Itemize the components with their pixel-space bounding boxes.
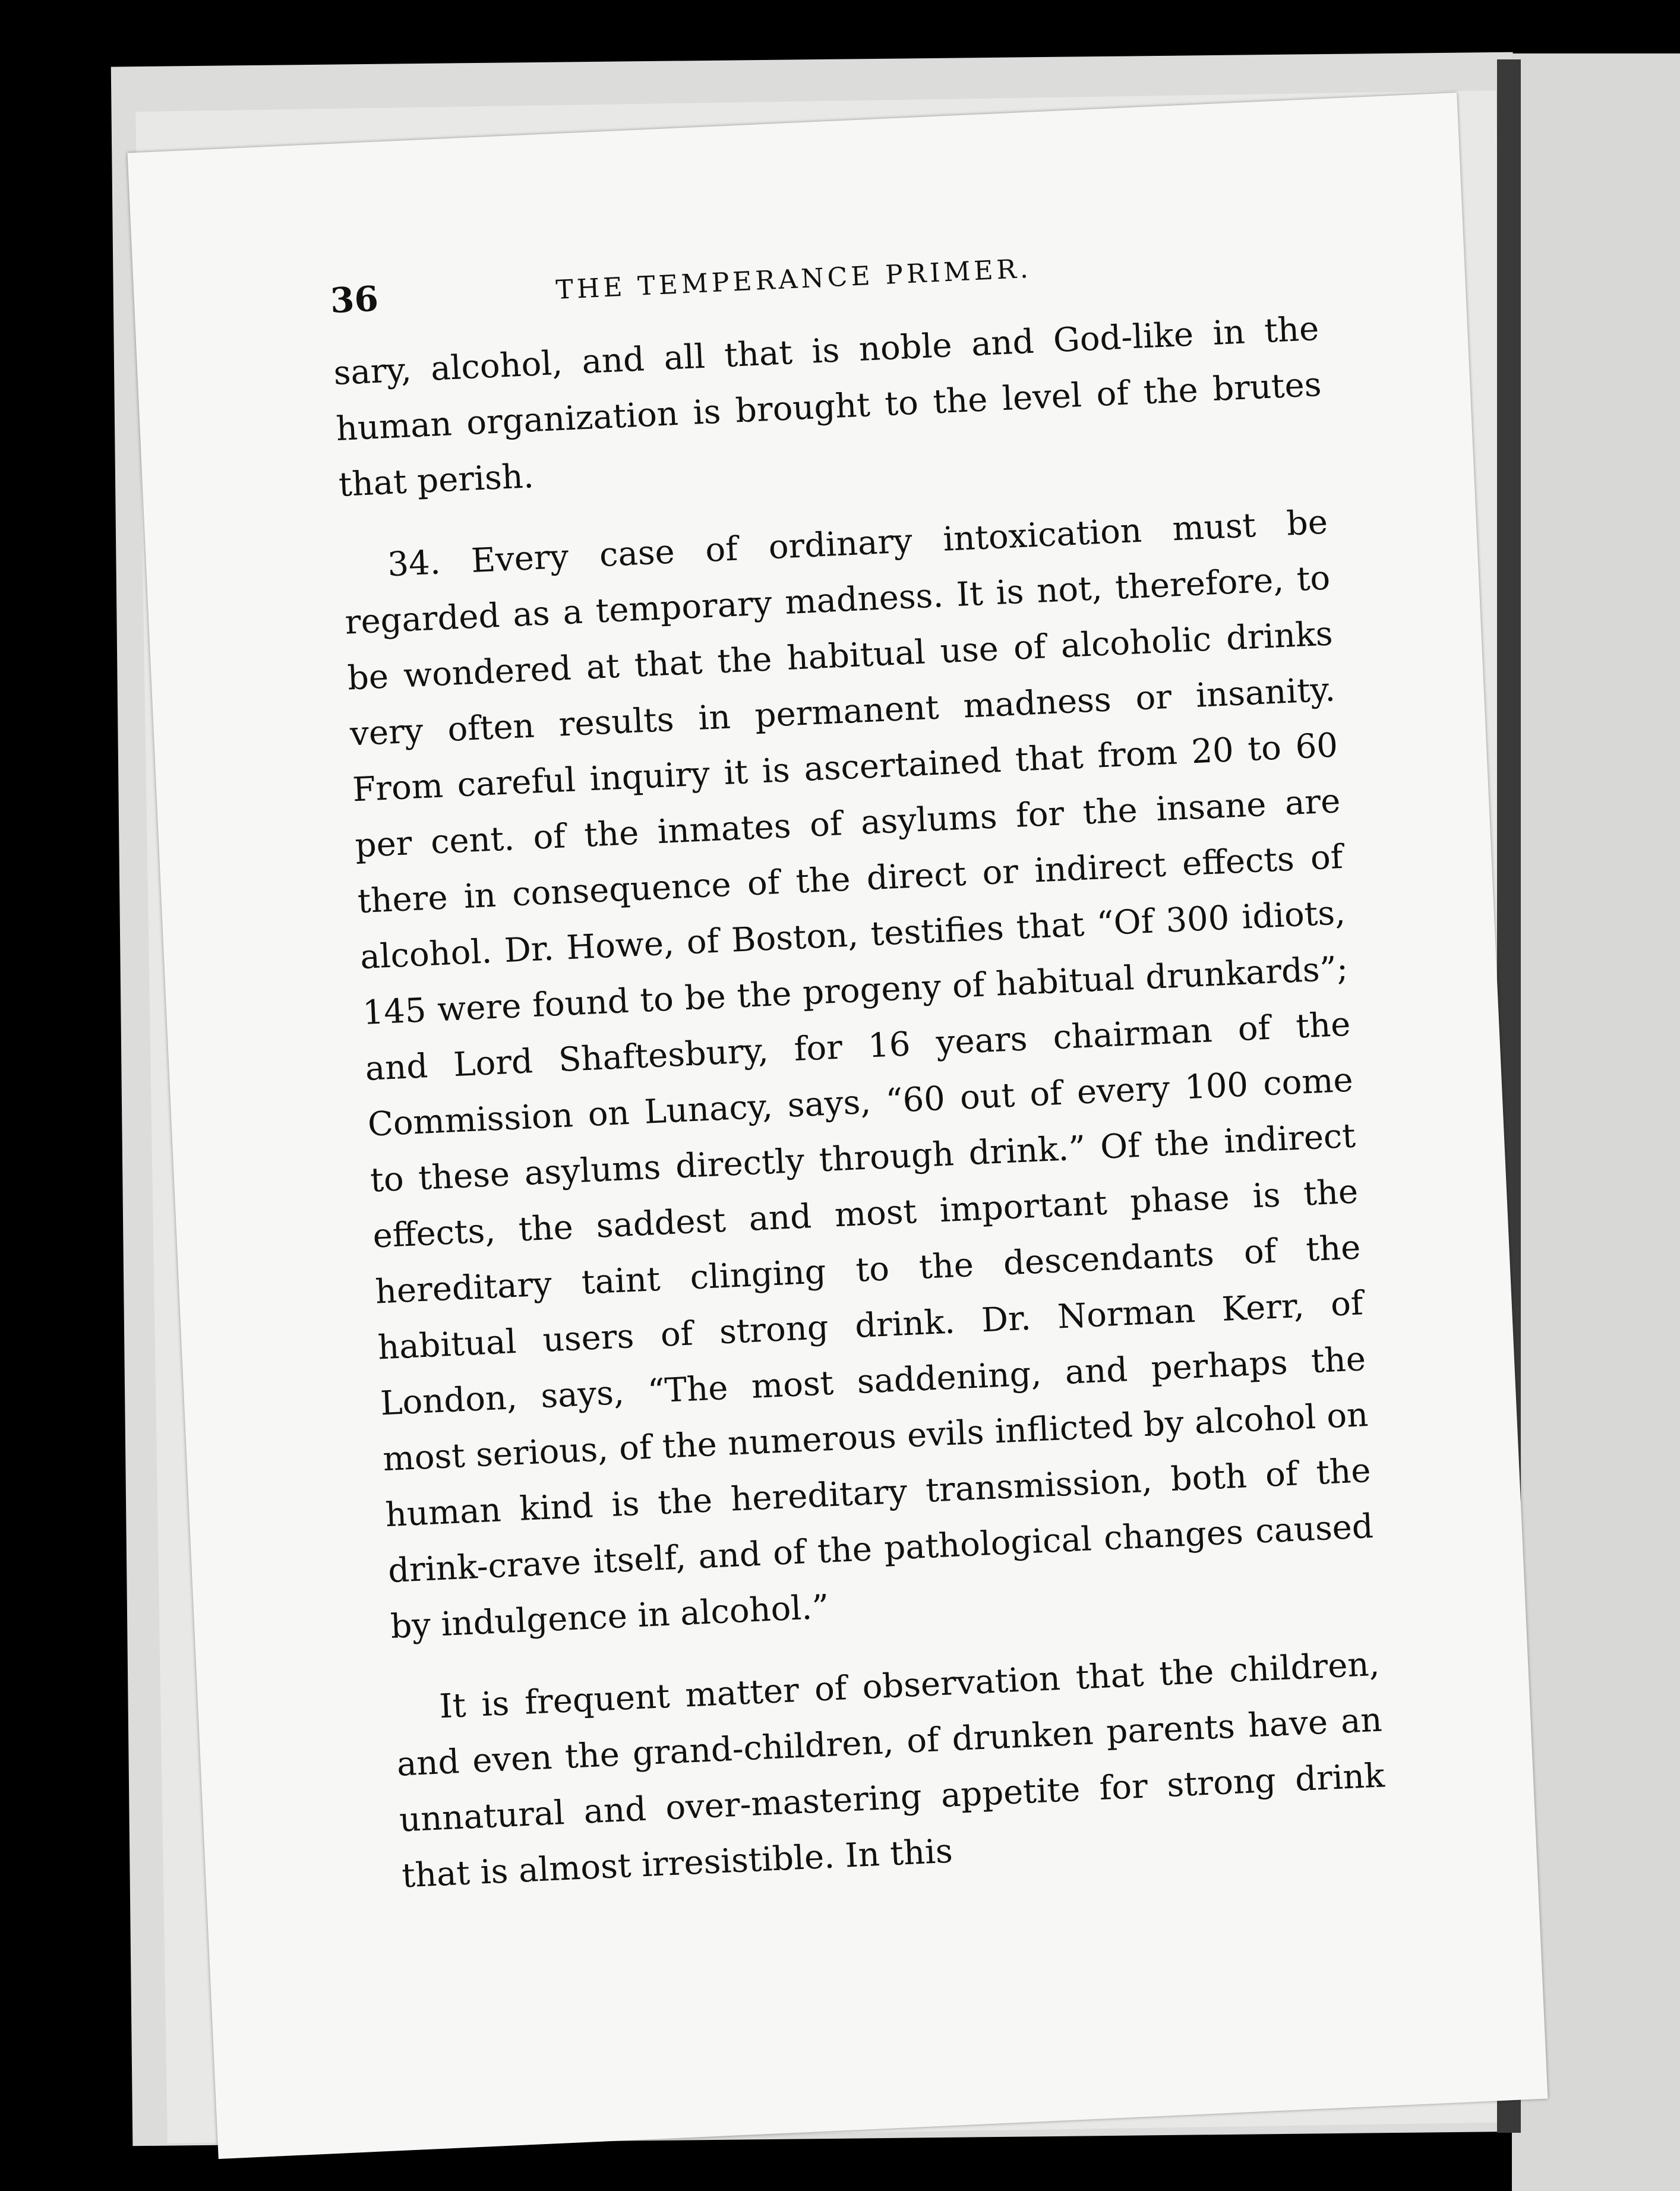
paragraph-continuation: sary, alcohol, and all that is noble and God-like in the human organization is brought to the level of the brutes that perish. — [333, 309, 1322, 504]
running-title: THE TEMPERANCE PRIMER. — [555, 253, 1032, 306]
paragraph-34: 34. Every case of ordinary intoxication must be regarded as a temporary madness. It is not, therefore, to be wondered at that the habitual use of alcoholic drinks very often results in permanent madness or insanity. From careful inquiry it is ascertained that from 20 to 60 per cent. of the inmates of asylums for the insane are there in consequence of the direct or indirect effects of alcohol. Dr. Howe, of Boston, testifies that “Of 300 idiots, 145 were found to be the progeny of habitual drunkards”; and Lord Shaftesbury, for 16 years chairman of the Commission on Lunacy, says, “60 out of every 100 come to these asylums directly through drink.” Of the indirect effects, the saddest and most important phase is the hereditary taint clinging to the descendants of the habitual users of strong drink. Dr. Norman Kerr, of London, says, “The most saddening, and perhaps the most serious, of the numerous evils inflicted by alcohol on human kind is the hereditary transmission, both of the drink-crave itself, and of the pathological changes caused by indulgence in alcohol.” — [344, 503, 1374, 1646]
paragraph-heredity: It is frequent matter of observation that the children, and even the grand-children, of drunken parents have an unnatural and over-mastering appetite for strong drink that is almost irresistible. In this — [396, 1644, 1386, 1896]
book-page — [127, 93, 1548, 2159]
page-number: 36 — [329, 278, 380, 321]
page-content — [330, 236, 1390, 1930]
